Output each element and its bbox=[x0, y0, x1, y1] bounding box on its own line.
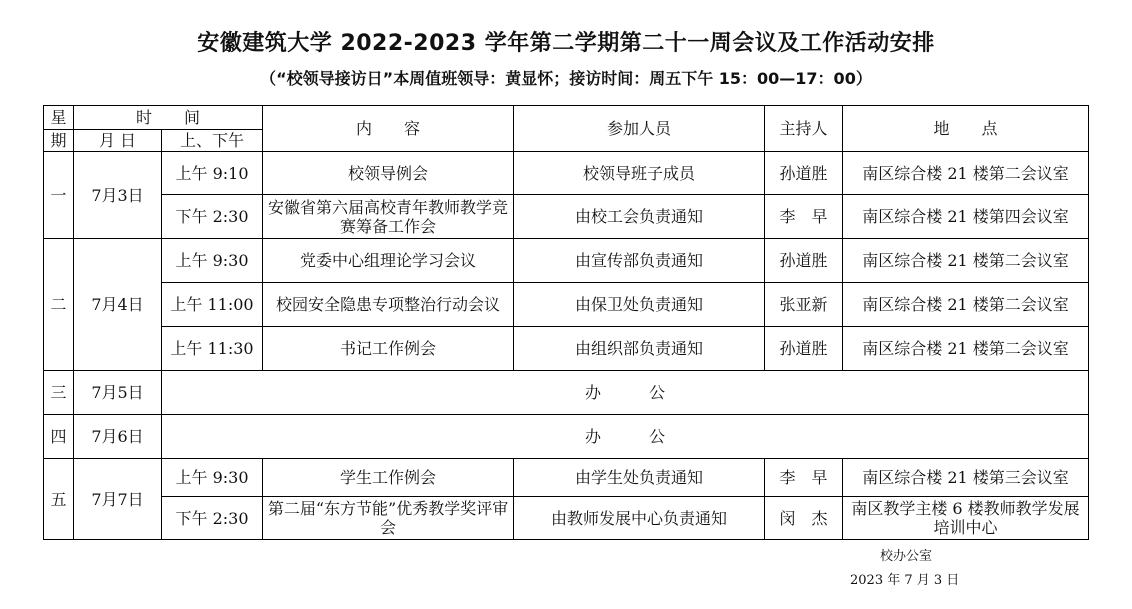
page-subtitle: （“校领导接访日”本周值班领导：黄显怀；接访时间：周五下午 15：00—17：00） bbox=[260, 69, 872, 88]
date-cell: 7月5日 bbox=[74, 371, 162, 415]
location-cell: 南区综合楼 21 楼第二会议室 bbox=[843, 283, 1089, 327]
content-cell: 党委中心组理论学习会议 bbox=[263, 239, 514, 283]
time-cell: 下午 2:30 bbox=[162, 195, 263, 239]
host-cell: 李 早 bbox=[765, 195, 843, 239]
time-cell: 上午 9:30 bbox=[162, 459, 263, 497]
time-cell: 上午 11:30 bbox=[162, 327, 263, 371]
date-cell: 7月3日 bbox=[74, 152, 162, 239]
participants-cell: 由学生处负责通知 bbox=[514, 459, 765, 497]
footer-date: 2023 年 7 月 3 日 bbox=[850, 573, 960, 588]
header-ampm: 上、下午 bbox=[162, 130, 263, 152]
table-row bbox=[44, 283, 1089, 327]
date-cell: 7月4日 bbox=[74, 239, 162, 371]
header-content: 内 容 bbox=[263, 106, 514, 152]
time-cell: 上午 11:00 bbox=[162, 283, 263, 327]
content-cell: 校园安全隐患专项整治行动会议 bbox=[263, 283, 514, 327]
date-cell: 7月6日 bbox=[74, 415, 162, 459]
participants-cell: 由教师发展中心负责通知 bbox=[514, 497, 765, 540]
weekday-cell: 五 bbox=[44, 459, 74, 540]
time-cell: 上午 9:10 bbox=[162, 152, 263, 195]
location-cell: 南区综合楼 21 楼第三会议室 bbox=[843, 459, 1089, 497]
office-cell: 办 公 bbox=[162, 371, 1089, 415]
content-cell: 书记工作例会 bbox=[263, 327, 514, 371]
header-date: 月 日 bbox=[74, 130, 162, 152]
table-row bbox=[44, 327, 1089, 371]
weekday-cell: 三 bbox=[44, 371, 74, 415]
office-cell: 办 公 bbox=[162, 415, 1089, 459]
header-weekday-top: 星 bbox=[44, 106, 74, 130]
participants-cell: 由组织部负责通知 bbox=[514, 327, 765, 371]
participants-cell: 校领导班子成员 bbox=[514, 152, 765, 195]
host-cell: 孙道胜 bbox=[765, 239, 843, 283]
date-cell: 7月7日 bbox=[74, 459, 162, 540]
table-row bbox=[44, 195, 1089, 239]
header-row-1 bbox=[44, 106, 1089, 130]
table-row bbox=[44, 152, 1089, 195]
content-cell: 安徽省第六届高校青年教师教学竞赛筹备工作会 bbox=[263, 195, 514, 239]
header-weekday-bottom: 期 bbox=[44, 130, 74, 152]
header-location: 地 点 bbox=[843, 106, 1089, 152]
footer-office: 校办公室 bbox=[880, 549, 933, 564]
table-row bbox=[44, 239, 1089, 283]
weekday-cell: 二 bbox=[44, 239, 74, 371]
host-cell: 孙道胜 bbox=[765, 327, 843, 371]
weekday-cell: 一 bbox=[44, 152, 74, 239]
content-cell: 学生工作例会 bbox=[263, 459, 514, 497]
location-cell: 南区综合楼 21 楼第二会议室 bbox=[843, 327, 1089, 371]
table-row bbox=[44, 371, 1089, 415]
content-cell: 第二届“东方节能”优秀教学奖评审会 bbox=[263, 497, 514, 540]
host-cell: 孙道胜 bbox=[765, 152, 843, 195]
weekday-cell: 四 bbox=[44, 415, 74, 459]
host-cell: 张亚新 bbox=[765, 283, 843, 327]
table-row bbox=[44, 415, 1089, 459]
participants-cell: 由宣传部负责通知 bbox=[514, 239, 765, 283]
participants-cell: 由校工会负责通知 bbox=[514, 195, 765, 239]
header-host: 主持人 bbox=[765, 106, 843, 152]
location-cell: 南区综合楼 21 楼第二会议室 bbox=[843, 239, 1089, 283]
page-title: 安徽建筑大学 2022-2023 学年第二学期第二十一周会议及工作活动安排 bbox=[197, 31, 935, 56]
host-cell: 闵 杰 bbox=[765, 497, 843, 540]
header-time: 时 间 bbox=[74, 106, 263, 130]
host-cell: 李 早 bbox=[765, 459, 843, 497]
location-cell: 南区综合楼 21 楼第二会议室 bbox=[843, 152, 1089, 195]
content-cell: 校领导例会 bbox=[263, 152, 514, 195]
location-cell: 南区综合楼 21 楼第四会议室 bbox=[843, 195, 1089, 239]
participants-cell: 由保卫处负责通知 bbox=[514, 283, 765, 327]
time-cell: 上午 9:30 bbox=[162, 239, 263, 283]
table-row bbox=[44, 459, 1089, 497]
schedule-table bbox=[43, 105, 1089, 540]
header-participants: 参加人员 bbox=[514, 106, 765, 152]
table-row bbox=[44, 497, 1089, 540]
time-cell: 下午 2:30 bbox=[162, 497, 263, 540]
location-cell: 南区教学主楼 6 楼教师教学发展培训中心 bbox=[843, 497, 1089, 540]
